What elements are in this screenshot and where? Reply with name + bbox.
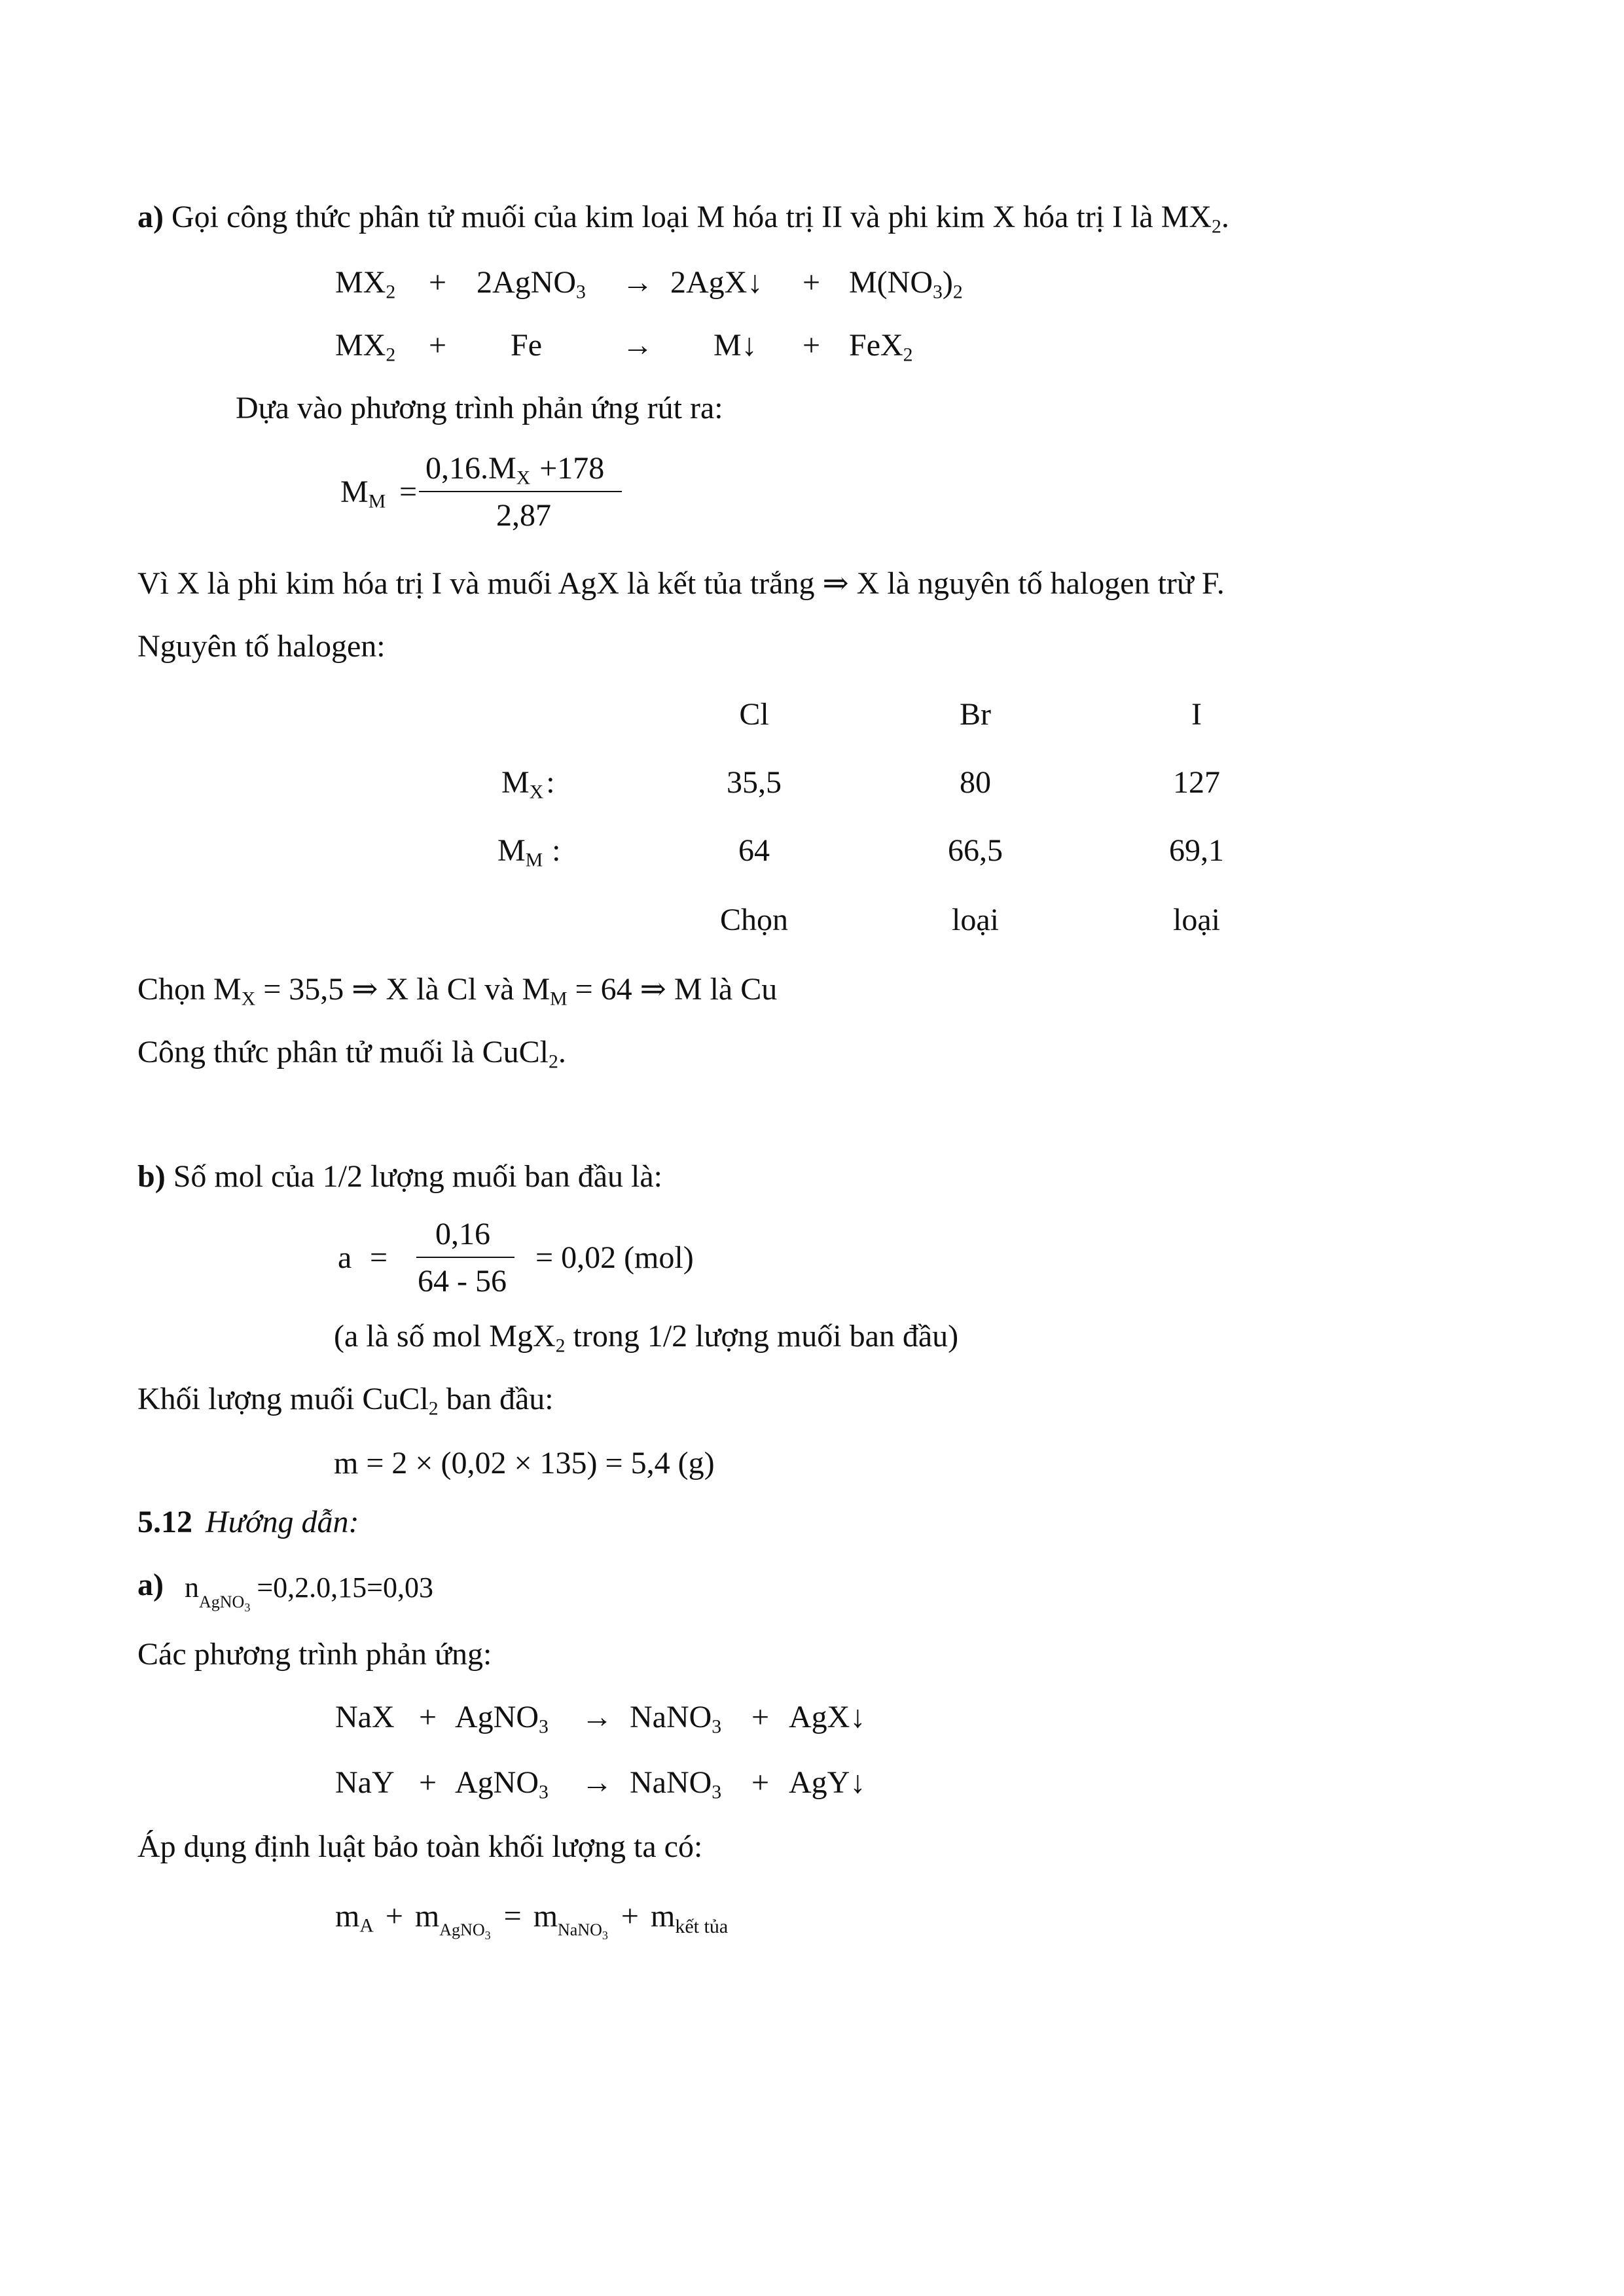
table-cell: 80	[960, 765, 991, 800]
part-b-intro: b) Số mol của 1/2 lượng muối ban đầu là:	[137, 1159, 662, 1194]
derive-text: Dựa vào phương trình phản ứng rút ra:	[236, 391, 723, 425]
table-header: I	[1191, 697, 1202, 732]
choose-text: Chọn $M_X = 35,5$ ⇒ X là Cl và $M_M = 64$ ⇒ M là Cu	[137, 972, 778, 1010]
table-header: Br	[960, 697, 991, 732]
mass-title: Khối lượng muối CuCl$_2$ ban đầu:	[137, 1382, 554, 1420]
section-heading: 5.12 Hướng dẫn:	[137, 1505, 359, 1539]
mass-equation: m = 2 × (0,02 × 135) = 5,4 (g)	[334, 1446, 715, 1480]
result-text: Công thức phân tử muối là CuCl$_2$.	[137, 1035, 566, 1073]
table-cell: 35,5	[727, 765, 782, 800]
note-text: (a là số mol MgX$_2$ trong 1/2 lượng muối ban đầu)	[334, 1319, 959, 1357]
table-verdict: loại	[1173, 903, 1220, 937]
row-mm-label: $M_M$ :	[497, 833, 561, 871]
mass-balance: $m_A + m_{AgNO_3} = m_{NaNO_3} + m_{kết tủa}$	[335, 1899, 729, 1942]
fraction-bar	[419, 491, 622, 492]
table-cell: 69,1	[1169, 833, 1224, 868]
halogen-title: Nguyên tố halogen:	[137, 629, 386, 664]
part-a-intro: a) Gọi công thức phân tử muối của kim loại M hóa trị II và phi kim X hóa trị I là $MX_2$.	[137, 200, 1229, 238]
table-verdict: Chọn	[719, 903, 789, 937]
reason-text: Vì X là phi kim hóa trị I và muối AgX là kết tủa trắng ⇒ X là nguyên tố halogen trừ F.	[137, 566, 1225, 601]
part-a-label: a)	[137, 200, 164, 234]
table-cell: 64	[738, 833, 770, 868]
table-verdict: loại	[952, 903, 999, 937]
law-text: Áp dụng định luật bảo toàn khối lượng ta có:	[137, 1829, 703, 1864]
table-cell: 66,5	[948, 833, 1003, 868]
table-header: Cl	[739, 697, 769, 732]
part-b-label: b)	[137, 1159, 166, 1194]
row-mx-label: $M_X$:	[501, 765, 555, 803]
reactions-title: Các phương trình phản ứng:	[137, 1637, 492, 1672]
table-cell: 127	[1173, 765, 1220, 800]
fraction-bar	[416, 1257, 514, 1258]
